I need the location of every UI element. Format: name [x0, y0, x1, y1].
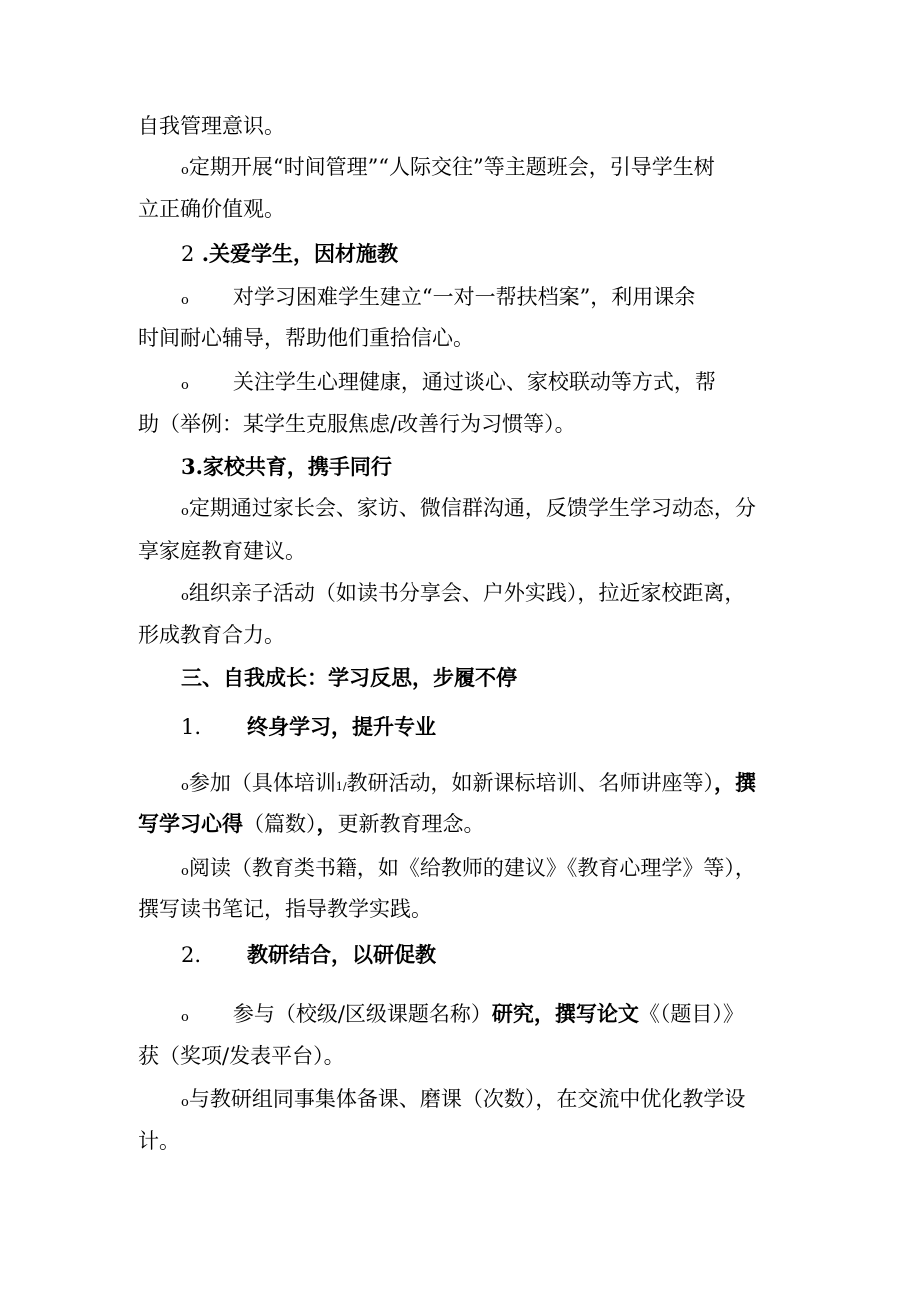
section-title: 三、自我成长：学习反思，步履不停: [181, 665, 517, 690]
text-span: 关注学生心理健康，通过谈心、家校联动等方式，帮: [232, 370, 716, 394]
bullet-marker: o: [181, 378, 189, 393]
paragraph-line: [181, 283, 695, 315]
paragraph-line: [181, 153, 715, 185]
subheading-title: 3.家校共育，携手同行: [181, 454, 392, 479]
text-span: 计。: [138, 1129, 180, 1153]
text-span: 研究，撰写论文: [491, 1001, 639, 1026]
bullet-marker: o: [181, 504, 189, 519]
paragraph-line: [181, 494, 756, 526]
paragraph-line: [181, 769, 756, 801]
section-heading: [181, 664, 517, 692]
bullet-marker: o: [181, 864, 189, 879]
subheading-title: .关爱学生，因材施教: [201, 241, 398, 266]
text-span: 助（举例：某学生克服焦虑/改善行为习惯等）。: [138, 412, 576, 436]
text-span: 写学习心得: [138, 811, 243, 836]
text-span: 对学习困难学生建立“一对一帮扶档案”，利用课余: [232, 285, 696, 309]
text-span: （篇数）: [243, 812, 317, 836]
paragraph-line: [138, 1127, 180, 1155]
paragraph-line: [138, 195, 285, 223]
paragraph-line: [138, 537, 306, 565]
text-span: 《（题目）》: [638, 1002, 744, 1026]
paragraph-line: [138, 112, 285, 140]
text-span: 时间耐心辅导，帮助他们重拾信心。: [138, 326, 474, 350]
bullet-marker: o: [181, 1095, 189, 1110]
text-span: 立正确价值观。: [138, 197, 285, 221]
subheading-number: 2.: [181, 943, 202, 967]
paragraph-line: [138, 621, 285, 649]
text-span: 参与（校级/区级课题名称）: [232, 1002, 492, 1026]
paragraph-line: [138, 810, 485, 838]
subheading: [181, 453, 392, 481]
text-span: 1/: [335, 780, 347, 793]
text-span: 教研活动，如新课标培训、名师讲座等）: [346, 771, 715, 795]
paragraph-line: [138, 1042, 345, 1070]
paragraph-line: [181, 1085, 745, 1117]
text-span: ，撰: [714, 770, 757, 795]
subheading-number: 2: [181, 242, 195, 266]
subheading: [181, 941, 436, 969]
subheading: [181, 713, 436, 741]
text-span: 定期开展“时间管理”“人际交往”等主题班会，引导学生树: [188, 155, 715, 179]
text-span: 获（奖项/发表平台）。: [138, 1044, 345, 1068]
bullet-marker: o: [181, 779, 189, 794]
text-span: 撰写读书笔记，指导教学实践。: [138, 897, 432, 921]
bullet-marker: o: [181, 589, 189, 604]
text-span: ，: [316, 811, 338, 836]
text-span: 参加（具体培训: [188, 771, 336, 795]
text-span: 享家庭教育建议。: [138, 539, 306, 563]
bullet-marker: o: [181, 1010, 189, 1025]
text-span: 更新教育理念。: [337, 812, 485, 836]
text-span: 形成教育合力。: [138, 623, 285, 647]
paragraph-line: [181, 579, 745, 611]
text-span: 定期通过家长会、家访、微信群沟通，反馈学生学习动态，分: [188, 496, 756, 520]
text-span: 组织亲子活动（如读书分享会、户外实践），拉近家校距离，: [188, 581, 746, 605]
text-span: 阅读（教育类书籍，如《给教师的建议》《教育心理学》等），: [188, 856, 756, 880]
subheading: [181, 240, 398, 268]
bullet-marker: o: [181, 293, 189, 308]
text-span: 自我管理意识。: [138, 114, 285, 138]
paragraph-line: [138, 895, 432, 923]
bullet-marker: o: [181, 163, 189, 178]
paragraph-line: [181, 368, 716, 400]
text-span: 与教研组同事集体备课、磨课（次数），在交流中优化教学设: [188, 1087, 746, 1111]
paragraph-line: [181, 1000, 744, 1032]
paragraph-line: [181, 854, 756, 886]
paragraph-line: [138, 410, 576, 438]
subheading-number: 1.: [181, 715, 202, 739]
paragraph-line: [138, 324, 474, 352]
subheading-title: 终身学习，提升专业: [247, 714, 437, 739]
subheading-title: 教研结合，以研促教: [247, 942, 437, 967]
